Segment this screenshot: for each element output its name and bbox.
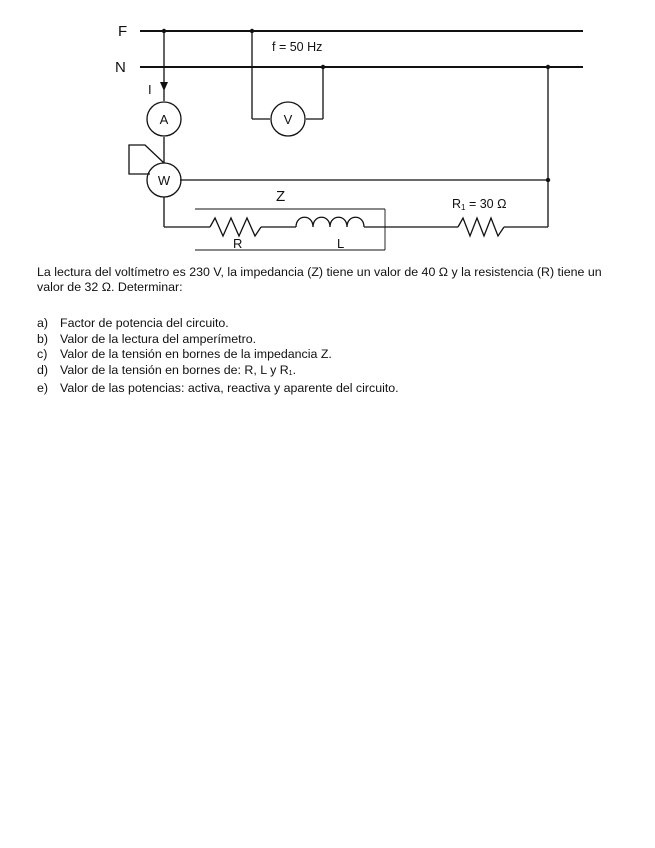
current-arrow bbox=[160, 82, 168, 91]
question-d: d) Valor de la tensión en bornes de: R, L y R1. bbox=[37, 362, 297, 377]
question-c: c) Valor de la tensión en bornes de la impedancia Z. bbox=[37, 347, 332, 361]
resistor-label: R bbox=[233, 236, 243, 251]
question-b: b) Valor de la lectura del amperímetro. bbox=[37, 331, 257, 346]
wattmeter-label: W bbox=[157, 173, 171, 188]
neutral-label: N bbox=[115, 59, 126, 76]
phase-label: F bbox=[118, 23, 128, 40]
circuit-diagram bbox=[0, 0, 655, 260]
question-a: a) Factor de potencia del circuito. bbox=[37, 316, 229, 330]
voltmeter-label: V bbox=[283, 112, 293, 127]
r1-label: R1 = 30 Ω bbox=[452, 197, 507, 212]
current-label: I bbox=[148, 82, 152, 97]
impedance-label: Z bbox=[276, 188, 286, 205]
question-e: e) Valor de las potencias: activa, reactiva y aparente del circuito. bbox=[37, 381, 399, 395]
inductor-label: L bbox=[337, 236, 345, 251]
frequency-label: f = 50 Hz bbox=[272, 40, 323, 54]
question-list bbox=[37, 316, 617, 397]
problem-statement: La lectura del voltímetro es 230 V, la impedancia (Z) tiene un valor de 40 Ω y la resistencia (R) tiene un valor de 32 Ω. Determinar: bbox=[37, 265, 602, 294]
ammeter-label: A bbox=[159, 112, 169, 127]
